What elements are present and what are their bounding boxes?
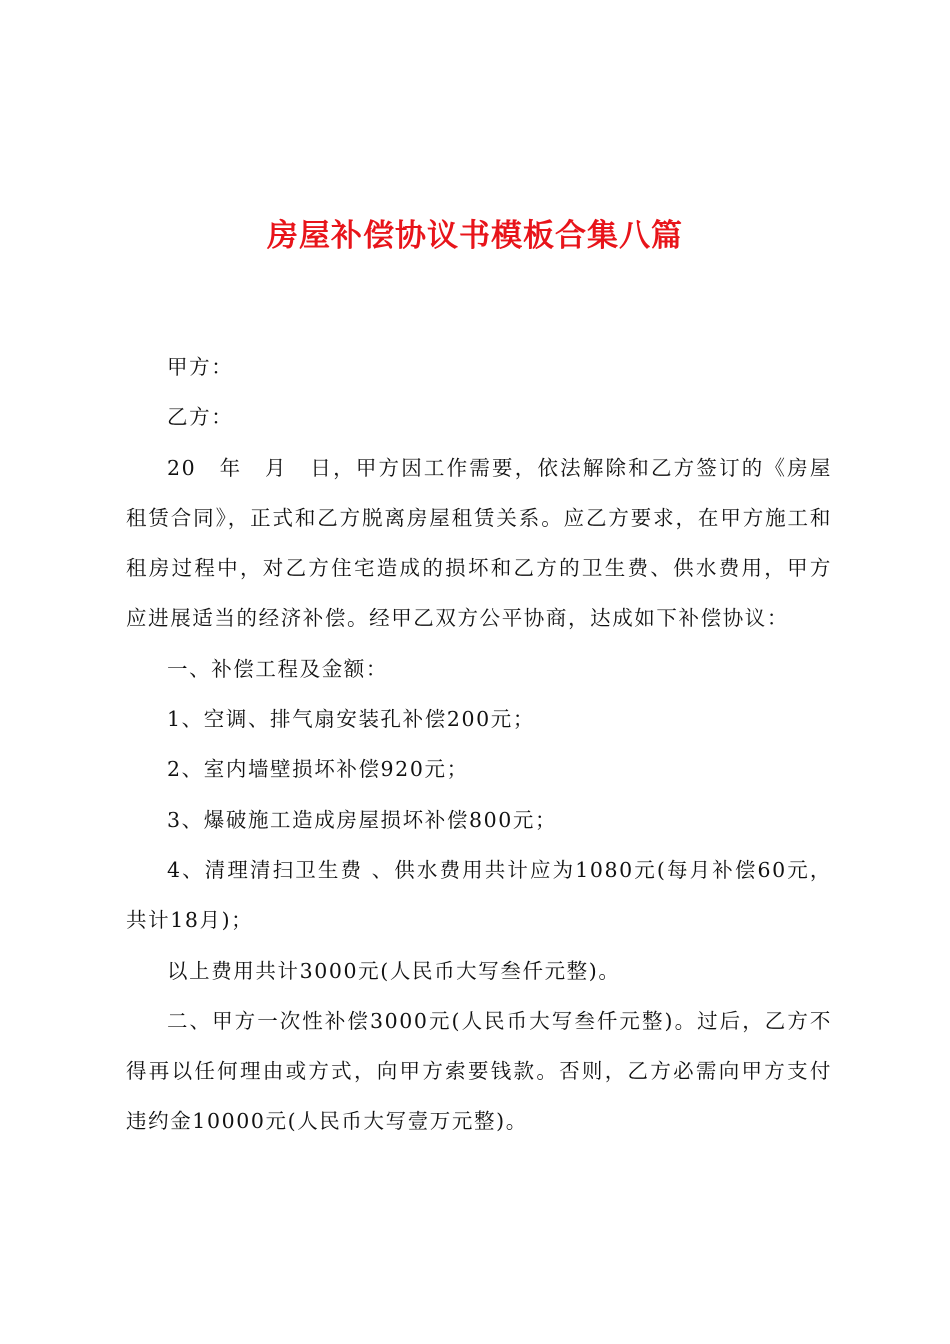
party-a-line: 甲方： bbox=[167, 355, 234, 379]
item-2: 2、室内墙壁损坏补偿920元； bbox=[167, 757, 469, 782]
party-b-line: 乙方： bbox=[167, 405, 234, 430]
section-two-paragraph: 二、甲方一次性补偿3000元(人民币大写叁仟元整)。过后，乙方不得再以任何理由或方式，向甲方索要钱款。否则，乙方必需向甲方支付违约金10000元(人民币大写壹万元整)。 bbox=[126, 1008, 832, 1134]
item-3: 3、爆破施工造成房屋损坏补偿800元； bbox=[167, 807, 558, 832]
intro-paragraph: 20 年 月 日，甲方因工作需要，依法解除和乙方签订的《房屋租赁合同》，正式和乙方脱离房屋租赁关系。应乙方要求，在甲方施工和租房过程中，对乙方住宅造成的损坏和乙方的卫生费、供水费用，甲方应进展适当的经济补偿。经甲乙双方公平协商，达成如下补偿协议： bbox=[126, 455, 832, 631]
item-1: 1、空调、排气扇安装孔补偿200元； bbox=[167, 707, 535, 732]
document-body bbox=[126, 342, 832, 1147]
document-title: 房屋补偿协议书模板合集八篇 bbox=[267, 218, 683, 254]
total-line: 以上费用共计3000元(人民币大写叁仟元整)。 bbox=[167, 958, 621, 983]
item-4: 4、清理清扫卫生费 、供水费用共计应为1080元(每月补偿60元，共计18月)； bbox=[126, 857, 832, 933]
section-one-heading: 一、补偿工程及金额： bbox=[167, 656, 388, 681]
